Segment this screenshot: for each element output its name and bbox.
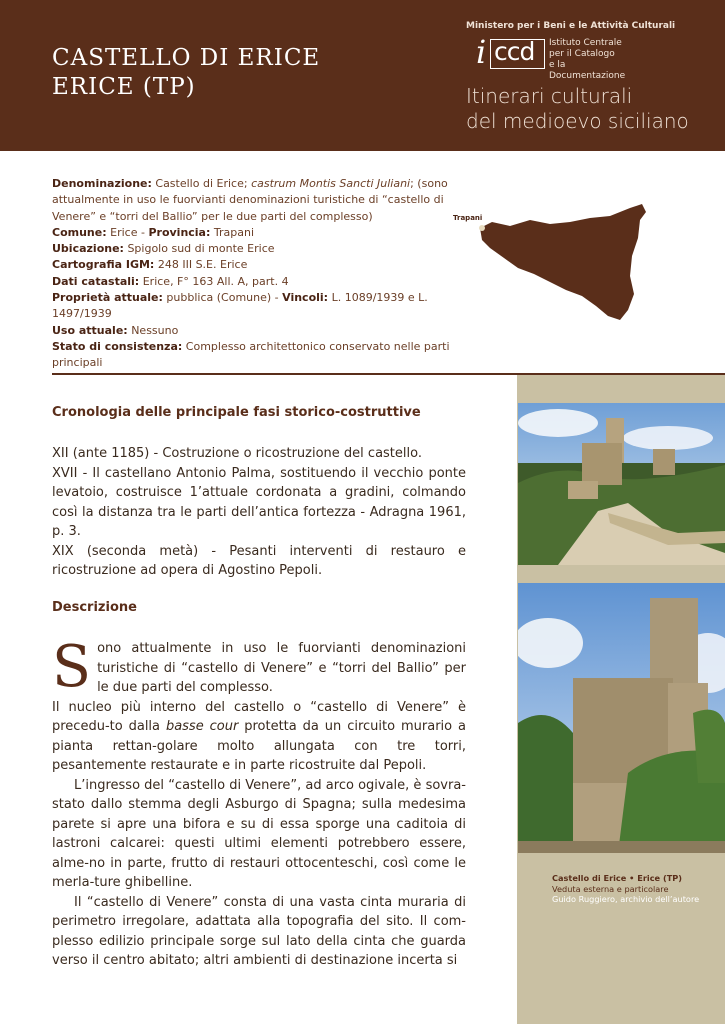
descrizione-heading: Descrizione: [52, 600, 137, 615]
logo-text: [549, 38, 644, 82]
p2-text-a: Il nucleo più interno del castello o “castello di Venere” è precedu-to dalla: [52, 699, 466, 734]
info-stato: [52, 339, 472, 372]
descrizione-paragraph-2: [52, 698, 466, 776]
ubicazione-value: Spigolo sud di monte Erice: [127, 242, 275, 256]
stato-value: Complesso architettonico conservato nelle parti principali: [52, 339, 450, 370]
sicily-map: [470, 198, 655, 328]
comune-label: Comune:: [52, 225, 107, 239]
catastali-value: Erice, F° 163 All. A, part. 4: [142, 274, 289, 288]
cronologia-list: [52, 444, 466, 581]
trapani-marker: [479, 225, 485, 231]
comune-value: Erice: [110, 225, 138, 239]
provincia-label: Provincia:: [148, 225, 211, 239]
logo-line-1: Istituto Centrale: [549, 38, 622, 48]
descrizione-paragraph-1: [52, 634, 466, 700]
info-catastali: [52, 274, 472, 290]
info-ubicazione: [52, 241, 472, 257]
logo-i: i: [476, 33, 487, 71]
castle-photo-detail: [518, 583, 725, 853]
ubicazione-label: Ubicazione:: [52, 242, 124, 256]
iccd-logo: [474, 33, 644, 81]
descrizione-paragraph-3: L’ingresso del “castello di Venere”, ad arco ogivale, è sovra-stato dallo stemma degli Asburgo di Spagna; sulla medesima parete si apre una bifora e su di essa sporge una caditoia di lastroni calcarei: questi ultimi elementi potrebbero essere, alme-no in parte, frutto di restauri ottocenteschi, così come le merla-ture ghibelline.: [52, 777, 466, 890]
proprieta-value: pubblica (Comune): [166, 291, 272, 305]
catastali-label: Dati catastali:: [52, 274, 140, 288]
page-title: [52, 44, 320, 102]
descrizione-body: [52, 634, 466, 971]
series-title: [466, 84, 689, 134]
logo-line-2: per il Catalogo: [549, 49, 615, 59]
denominazione-value: Castello di Erice;: [155, 177, 248, 190]
provincia-value: Trapani: [213, 225, 255, 239]
denominazione-label: Denominazione:: [52, 177, 152, 190]
vincoli-label: Vincoli:: [282, 291, 329, 305]
caption-subtitle: Veduta esterna e particolare: [552, 883, 669, 894]
info-uso: [52, 323, 472, 339]
cartografia-label: Cartografia IGM:: [52, 258, 155, 272]
cronologia-item: XVII - Il castellano Antonio Palma, sostituendo il vecchio ponte levatoio, costruisce 1’attuale cordonata a gradini, colmando così la distanza tra le parti dell’antica fortezza - Adragna 1961, p. 3.: [52, 465, 466, 539]
info-cartografia: [52, 257, 472, 273]
cartografia-value: 248 III S.E. Erice: [157, 258, 248, 272]
title-line-1: CASTELLO DI ERICE: [52, 45, 321, 71]
drop-cap: S: [52, 634, 92, 700]
p2-italic: basse cour: [165, 719, 239, 734]
castle-photo-exterior: [518, 403, 725, 565]
sep: -: [137, 225, 149, 239]
info-block: [52, 176, 472, 372]
series-line-2: del medioevo siciliano: [466, 109, 689, 133]
denominazione-note: ; (sono attualmente in uso le fuorvianti denominazioni turistiche di “castello di Venere” e “torri del Ballio” per le due parti del complesso): [52, 177, 448, 223]
vincoli-value: L. 1089/1939 e L. 1497/1939: [52, 291, 428, 321]
info-proprieta: [52, 290, 472, 323]
series-line-1: Itinerari culturali: [466, 84, 633, 108]
p1-text: ono attualmente in uso le fuorvianti denominazioni turistiche di “castello di Venere” e “torri del Ballio” per le due parti del complesso.: [97, 641, 466, 695]
denominazione-italic: castrum Montis Sancti Juliani: [251, 177, 411, 190]
logo-line-3: e la Documentazione: [549, 60, 626, 81]
uso-label: Uso attuale:: [52, 323, 128, 337]
caption-credit: Guido Ruggiero, archivio dell’autore: [552, 894, 700, 904]
title-line-2: ERICE (TP): [52, 74, 196, 100]
sep: -: [271, 291, 283, 305]
ministry-label: Ministero per i Beni e le Attività Culturali: [466, 21, 676, 31]
cronologia-heading: Cronologia delle principale fasi storico-costruttive: [52, 405, 421, 420]
map-label-trapani: Trapani: [453, 214, 483, 222]
logo-ccd: ccd: [494, 37, 535, 66]
sicily-shape: [480, 204, 646, 320]
header-band: [0, 0, 725, 151]
cronologia-item: XII (ante 1185) - Costruzione o ricostruzione del castello.: [52, 446, 422, 461]
cronologia-item: XIX (seconda metà) - Pesanti interventi di restauro e ricostruzione ad opera di Agostino Pepoli.: [52, 543, 466, 578]
proprieta-label: Proprietà attuale:: [52, 291, 163, 305]
uso-value: Nessuno: [131, 323, 179, 337]
stato-label: Stato di consistenza:: [52, 339, 183, 353]
p2-text-b: protetta da un circuito murario a pianta rettan-golare molto allungata con tre torri, pesantemente restaurate e in parte ricostruite dal Pepoli.: [52, 719, 466, 773]
descrizione-paragraph-4: Il “castello di Venere” consta di una vasta cinta muraria di perimetro irregolare, adattata alla topografia del sito. Il com-plesso edilizio principale sorge sul lato della cinta che guarda verso il centro abitato; altri ambienti di destinazione incerta si: [52, 894, 466, 968]
photo-caption: [552, 873, 722, 905]
info-comune: [52, 225, 472, 241]
caption-title: Castello di Erice • Erice (TP): [552, 873, 683, 883]
info-denominazione: [52, 176, 472, 225]
